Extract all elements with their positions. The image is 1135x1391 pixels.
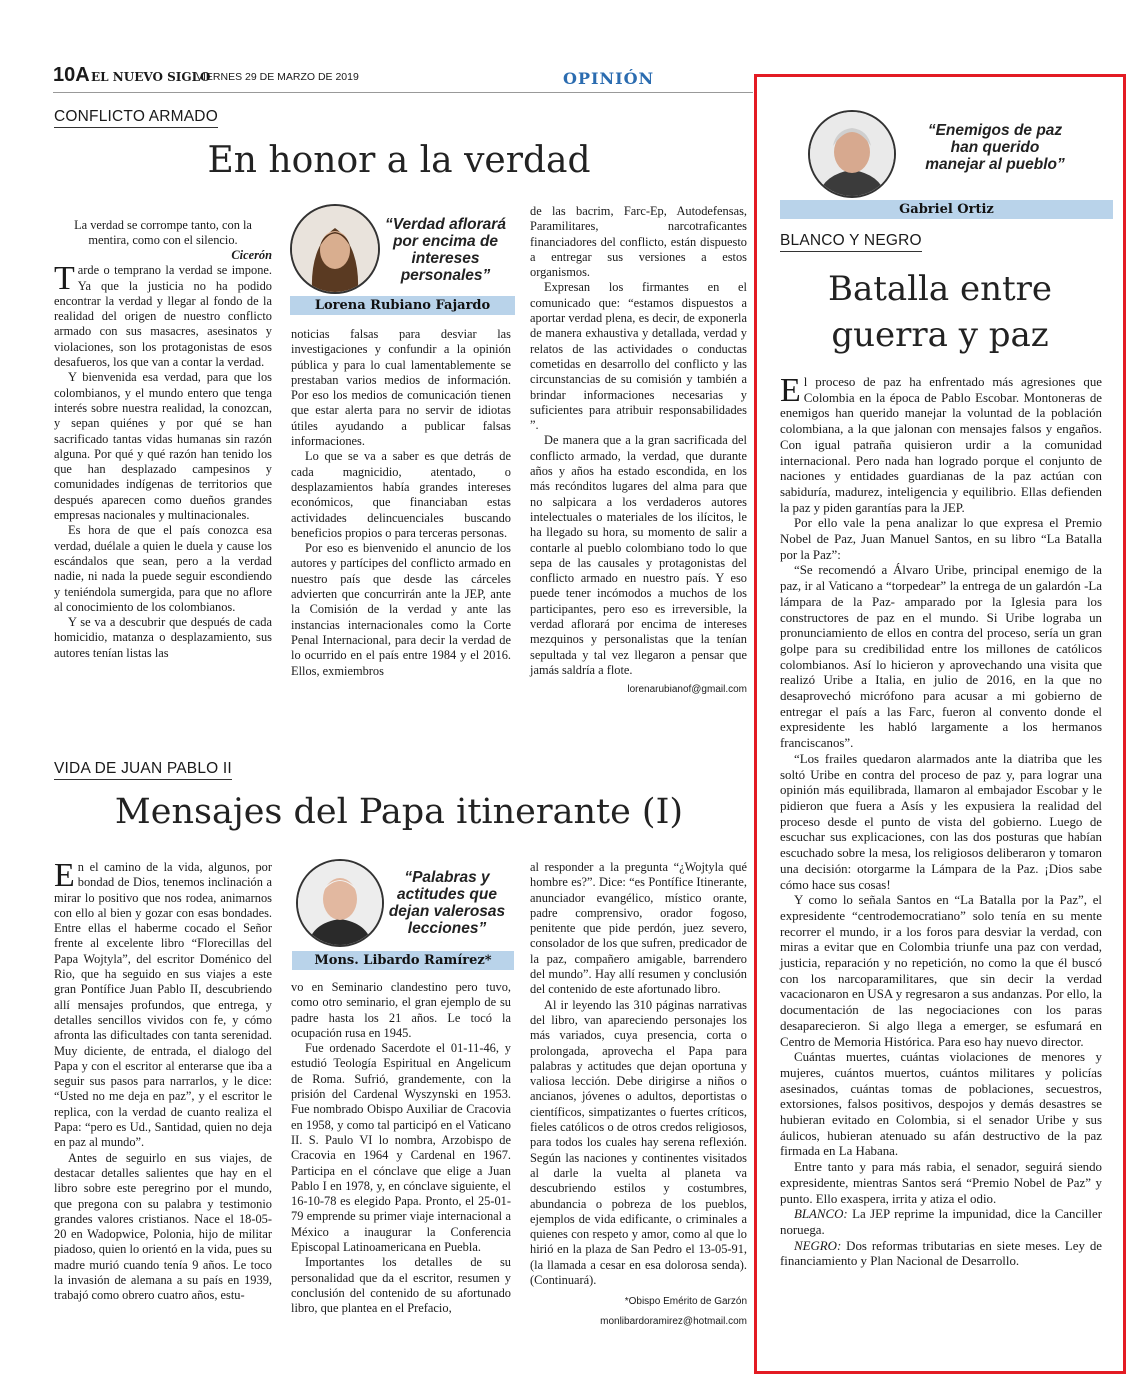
- author-name: Mons. Libardo Ramírez*: [292, 951, 514, 970]
- article3-headline: Batalla entre guerra y paz: [827, 269, 1053, 355]
- drop-cap: T: [54, 260, 75, 298]
- portrait-icon: [298, 861, 382, 945]
- blanco-note: BLANCO: La JEP reprime la impunidad, dice la Canciller noruega.: [780, 1207, 1102, 1237]
- portrait-icon: [810, 112, 894, 196]
- article3-body: [780, 372, 1102, 1270]
- epigraph: La verdad se corrompe tanto, con la mentira, como con el silencio.: [74, 218, 252, 247]
- paragraph: de las bacrim, Farc-Ep, Autodefensas, Paramilitares, narcotraficantes financiadores del conflicto, están dispuesto a entregar sus versiones a estos organismos.: [530, 204, 747, 280]
- article2-column-3: [530, 860, 747, 1329]
- drop-cap: E: [54, 857, 75, 894]
- paragraph: Al ir leyendo las 310 páginas narrativas del libro, van apareciendo personajes los más variados, cuya presencia, corta o prolongada, aprovecha el Papa para palabras y actitudes que dejan oportuna y valiosa lección. Debe dirigirse a niños o ancianos, jóvenes o adultos, deportistas o científicos, simpatizantes o fuertes críticos, fieles católicos o de otros credos religiosos, para todos los cuales hay serena reflexión. Según las naciones y continentes visitados al darle la vuelta al planeta va descubriendo estilos y costumbres, abundancia o pobreza de los pueblos, ejemplos de vida edificante, o criminales a quienes con respeto y amor, como al que lo hirió en la plaza de San Pedro el 13-05-91, (la llamada a cesar en esa dolorosa senda). (Continuará).: [530, 997, 747, 1288]
- author-box-lorena: [290, 202, 515, 320]
- article1-column-1: [54, 218, 272, 661]
- paragraph: Por eso es bienvenido el anuncio de los autores y partícipes del conflicto armado en nuestro país que desde las cárceles advierten que concurrirán ante la JEP, ante la Comisión de la verdad y ante las instancias internacionales como la Corte Penal Internacional, para decir la verdad de lo ocurrido en el país entre 1984 y el 2016. Ellos, exmiembros: [291, 541, 511, 678]
- drop-cap: E: [780, 372, 801, 409]
- portrait-icon: [292, 206, 378, 292]
- paragraph: Y como lo señala Santos en “La Batalla por la Paz”, el expresidente “centrodemocratiano” solo tenía en su mente recorrer el mundo, ir a los foros para desviar la verdad, con miras a evitar que en Colombia triunfe una paz con verdad, justicia, reparación y no repetición, no como la que él buscó con los narcoparamilitares, que sin decir la verdad vacacionaron en USA y regresaron a sus andanzas. Por ello, la documentación de las negociaciones con los paras desaparecieron. Si algo llega a emerger, se esfumará en Centro de Memoria Histórica. Para eso hay nuevo director.: [780, 893, 1102, 1049]
- author-footnote: *Obispo Emérito de Garzón: [624, 1296, 747, 1308]
- negro-label: NEGRO:: [794, 1238, 842, 1253]
- paragraph: noticias falsas para desviar las investigaciones y confundir a la opinión pública y para lo cual lamentablemente se prestaban varios medios de información. Por eso los medios de comunicación tienen que estar alerta para no servir de idiotas útiles ayudando a publicar falsas informaciones.: [291, 327, 511, 449]
- negro-note: NEGRO: Dos reformas tributarias en siete meses. Ley de financiamiento y Plan Nacional de Desarrollo.: [780, 1238, 1102, 1269]
- issue-date: VIERNES 29 DE MARZO DE 2019: [196, 71, 359, 83]
- paragraph: Por ello vale la pena analizar lo que expresa el Premio Nobel de Paz, Juan Manuel Santos, en su libro “La Batalla por la Paz”:: [780, 516, 1102, 562]
- article2-column-2: [291, 980, 511, 1317]
- paragraph: Y se va a descubrir que después de cada homicidio, matanza o desplazamiento, sus autores tenían listas las: [54, 615, 272, 660]
- newspaper-name: EL NUEVO SIGLO: [91, 70, 211, 84]
- article1-column-3: [530, 204, 747, 698]
- paragraph: Cuántas muertes, cuántas violaciones de menores y mujeres, cuántos muertos, cuántos militares y policías asesinados, cuántas tomas de poblaciones, secuestros, extorsiones, falsos positivos, despojos y demás desastres se hubieran evitado en Colombia, si el senador Uribe y sus áulicos, hubieran atenuado su afán destructivo de la paz firmada en La Habana.: [780, 1050, 1102, 1159]
- author-photo: [290, 204, 380, 294]
- pullquote: “Verdad aflorará por encima de intereses personales”: [385, 216, 506, 284]
- section-title: OPINIÓN: [563, 69, 655, 88]
- paragraph: “Se recomendó a Álvaro Uribe, principal enemigo de la paz, ir al Vaticano a “torpedear” la entrega de un galardón -La lámpara de la Paz- amparado por la Iglesia para los constructores de paz en el mundo. Si Uribe lograba un pronunciamiento de ellos en contra del proceso, sería un gran golpe para su credibilidad entre los millones de católicos colombianos. Así lo hicieron y aprovechando una visita que realizó Uribe a Italia, en julio de 2016, en la que no desaprovechó micrófono para acusar a mi gobierno de entregar el país a las Farc, fueron al convento donde el expresidente les habló largamente a los hermanos franciscanos”.: [780, 563, 1102, 751]
- author-name: Lorena Rubiano Fajardo: [290, 296, 515, 315]
- article1-headline: En honor a la verdad: [207, 140, 591, 181]
- paragraph: En el camino de la vida, algunos, por bondad de Dios, tenemos inclinación a mirar lo positivo que nos rodea, animarnos con ello al bien y gozar con esas bondades. Entre ellas el haberme cocado el Señor frente al excelente libro “Florecillas del Papa Wojtyla”, del escritor Doménico del Rio, que ha seguido en sus viajes a este gran Pontífice Juan Pablo II, descubriendo allí mensajes profundos, que entrega, y detalles sencillos vividos con fe, y cómo afronta las dificultades con tanta serenidad. Muy diciente, de entrada, el dialogo del Papa y con el escritor al enterarse que iba a seguir sus pasos para narrarlos, y le dice: “Usted no me deja en paz”, y el escritor le replica, con la verdad de cuanto realiza el Papa: “pero es Ud., Santidad, quien no deja en paz al mundo”.: [54, 857, 272, 1150]
- article1-section-label: CONFLICTO ARMADO: [54, 108, 218, 128]
- author-email: monlibardoramirez@hotmail.com: [600, 1315, 747, 1327]
- paragraph: Lo que se va a saber es que detrás de cada magnicidio, atentado, o desplazamientos había grandes intereses económicos, que financiaban estas actividades delincuenciales buscando beneficios propios o para terceras personas.: [291, 449, 511, 540]
- pullquote: “Enemigos de paz han querido manejar al pueblo”: [925, 122, 1065, 173]
- paragraph: al responder a la pregunta “¿Wojtyla qué hombre es?”. Dice: “es Pontífice Itinerante, anunciador evangélico, místico orante, padre comprensivo, orador fogoso, penitente que pide perdón, juez severo, consolador de los que sufren, predicador de la paz, compañero amigable, barrendero del mundo”. Hay allí resumen y conclusión del contenido de este afortunado libro.: [530, 860, 747, 997]
- article2-column-1: [54, 857, 272, 1304]
- paragraph: Importantes los detalles de su personalidad que da el escritor, resumen y conclusión del contenido de su afortunado libro, que plantea en el Prefacio,: [291, 1255, 511, 1316]
- paragraph: Expresan los firmantes en el comunicado que: “estamos dispuestos a aportar verdad plena, es decir, de exponerla de manera exhaustiva y detallada, verdad y relatos de las actividades o conductas cometidas en desarrollo del conflicto y las circunstancias de su comisión y también a brindar informaciones necesarias y suficientes para atribuir responsabilidades ”.: [530, 280, 747, 433]
- epigraph-author: Cicerón: [231, 248, 272, 262]
- paragraph: Fue ordenado Sacerdote el 01-11-46, y estudió Teología Espiritual en Angelicum de Roma. Sufrió, grandemente, con la prisión del Cardenal Wyszynski en 1953. Fue nombrado Obispo Auxiliar de Cracovia en 1958, y como tal participó en el Vaticano II. S. Paulo VI lo nombra, Arzobispo de Cracovia en 1964 y Cardenal en 1967. Participa en el cónclave que elige a Juan Pablo I en 1978, y, en cónclave siguiente, el 16-10-78 es elegido Papa. Pronto, el 25-01-79 emprende su primer viaje internacional a México a inaugurar la Conferencia Episcopal Latinoamericana en Puebla.: [291, 1041, 511, 1255]
- author-name: Gabriel Ortiz: [780, 200, 1113, 219]
- paragraph: Antes de seguirlo en sus viajes, de destacar detalles salientes que hay en el libro sobre este peregrino por el mundo, que pregona con su palabra y testimonio grandes valores cristianos. Nace el 18-05-20 en Wadopwice, Polonia, hijo de militar piadoso, quien lo orientó en la vida, pues su madre murió cuando tenía 9 años. Le toco la invasión de alemana a su país en 1939, trabajó como obrero cuatro años, estu-: [54, 1150, 272, 1303]
- page-number: 10A: [53, 64, 90, 86]
- author-box-libardo: [292, 855, 514, 973]
- author-photo: [808, 110, 896, 198]
- paragraph: Es hora de que el país conozca esa verdad, duélale a quien le duela y cause los escándalos que sean, pero a la verdad nadie, ni nada la puede seguir escondiendo y teniéndola sumergida, para que no aflore al conocimiento de los colombianos.: [54, 523, 272, 614]
- paragraph: “Los frailes quedaron alarmados ante la diatriba que les soltó Uribe en contra del proceso de paz y, para lograr una opinión más equilibrada, llamaron al embajador Escobar y le pidieron que fuera a Asís y les expusiera la realidad del proceso desde el punto de vista del gobierno. Luego de escuchar sus explicaciones, con las dos posturas que habían escuchado sobre la mesa, los religiosos deliberaron y tomaron una decisión: otorgarme la Lámpara de la Paz. ¡Dios sabe cómo hace sus cosas!: [780, 751, 1102, 892]
- pullquote: “Palabras y actitudes que dejan valerosas lecciones”: [388, 869, 506, 937]
- article1-column-2: [291, 327, 511, 679]
- paragraph: De manera que a la gran sacrificada del conflicto armado, la verdad, que durante años y años ha estado escondida, en los más recónditos lugares del alma para que no salpicara a los verdaderos autores intelectuales o materiales de los ilícitos, le ha llegado su hora, su momento de salir a contarle al pueblo colombiano todo lo que sepa de las causales y protagonistas del conflicto armado en nuestro país. Y eso puede tener incómodos a muchos de los participantes, pero eso es irreversible, la verdad aflorará por encima de intereses mezquinos y personalistas que la tenían sepultada y tal vez llegaron a pensar que jamás saldría a flote.: [530, 433, 747, 677]
- paragraph: El proceso de paz ha enfrentado más agresiones que Colombia en la época de Pablo Escobar. Montoneras de enemigos han querido manejar la voluntad de la población colombiana, a la que jalonan con mensajes falsos y engaños. Con igual patraña quisieron urdir a la comunidad internacional. Pero nada han logrado porque el conjunto de naciones y entidades guardianas de la paz actúan con sabiduría, madurez, inteligencia y equilibrio. Ellas defienden la paz y piden garantías para la JEP.: [780, 372, 1102, 515]
- author-photo: [296, 859, 384, 947]
- article2-headline: Mensajes del Papa itinerante (I): [114, 792, 684, 832]
- article3-section-label: BLANCO Y NEGRO: [780, 232, 922, 252]
- paragraph: Entre tanto y para más rabia, el senador, seguirá siendo expresidente, mientras Santos será “Premio Nobel de Paz” y punto. Ello exaspera, irrita y atiza el odio.: [780, 1160, 1102, 1206]
- author-email: lorenarubianof@gmail.com: [627, 684, 747, 696]
- paragraph: Tarde o temprano la verdad se impone. Ya que la justicia no ha podido encontrar la verdad y llegar al fondo de la realidad del origen de nuestro conflicto armado con sus masacres, asesinatos y violaciones, son los protagonistas de esos desafueros, los que van a contar la verdad.: [54, 260, 272, 370]
- blanco-label: BLANCO:: [794, 1207, 848, 1222]
- author-box-gabriel: [780, 110, 1113, 222]
- paragraph: vo en Seminario clandestino pero tuvo, como otro seminario, el gran ejemplo de su padre hasta los 21 años. Le tocó la ocupación rusa en 1945.: [291, 980, 511, 1040]
- article2-section-label: VIDA DE JUAN PABLO II: [54, 760, 232, 780]
- paragraph: Y bienvenida esa verdad, para que los colombianos, y el mundo entero que tenga interés sobre nuestra realidad, la conozcan, y sepan quiénes y por qué se han sacrificado tantas vidas humanas sin razón alguna. Por qué y qué razón han tenido los que han desplazado campesinos y comunidades indígenas de territorios que después aparecen como dueños grandes empresas nacionales y multinacionales.: [54, 370, 272, 523]
- masthead-rule: [53, 92, 753, 93]
